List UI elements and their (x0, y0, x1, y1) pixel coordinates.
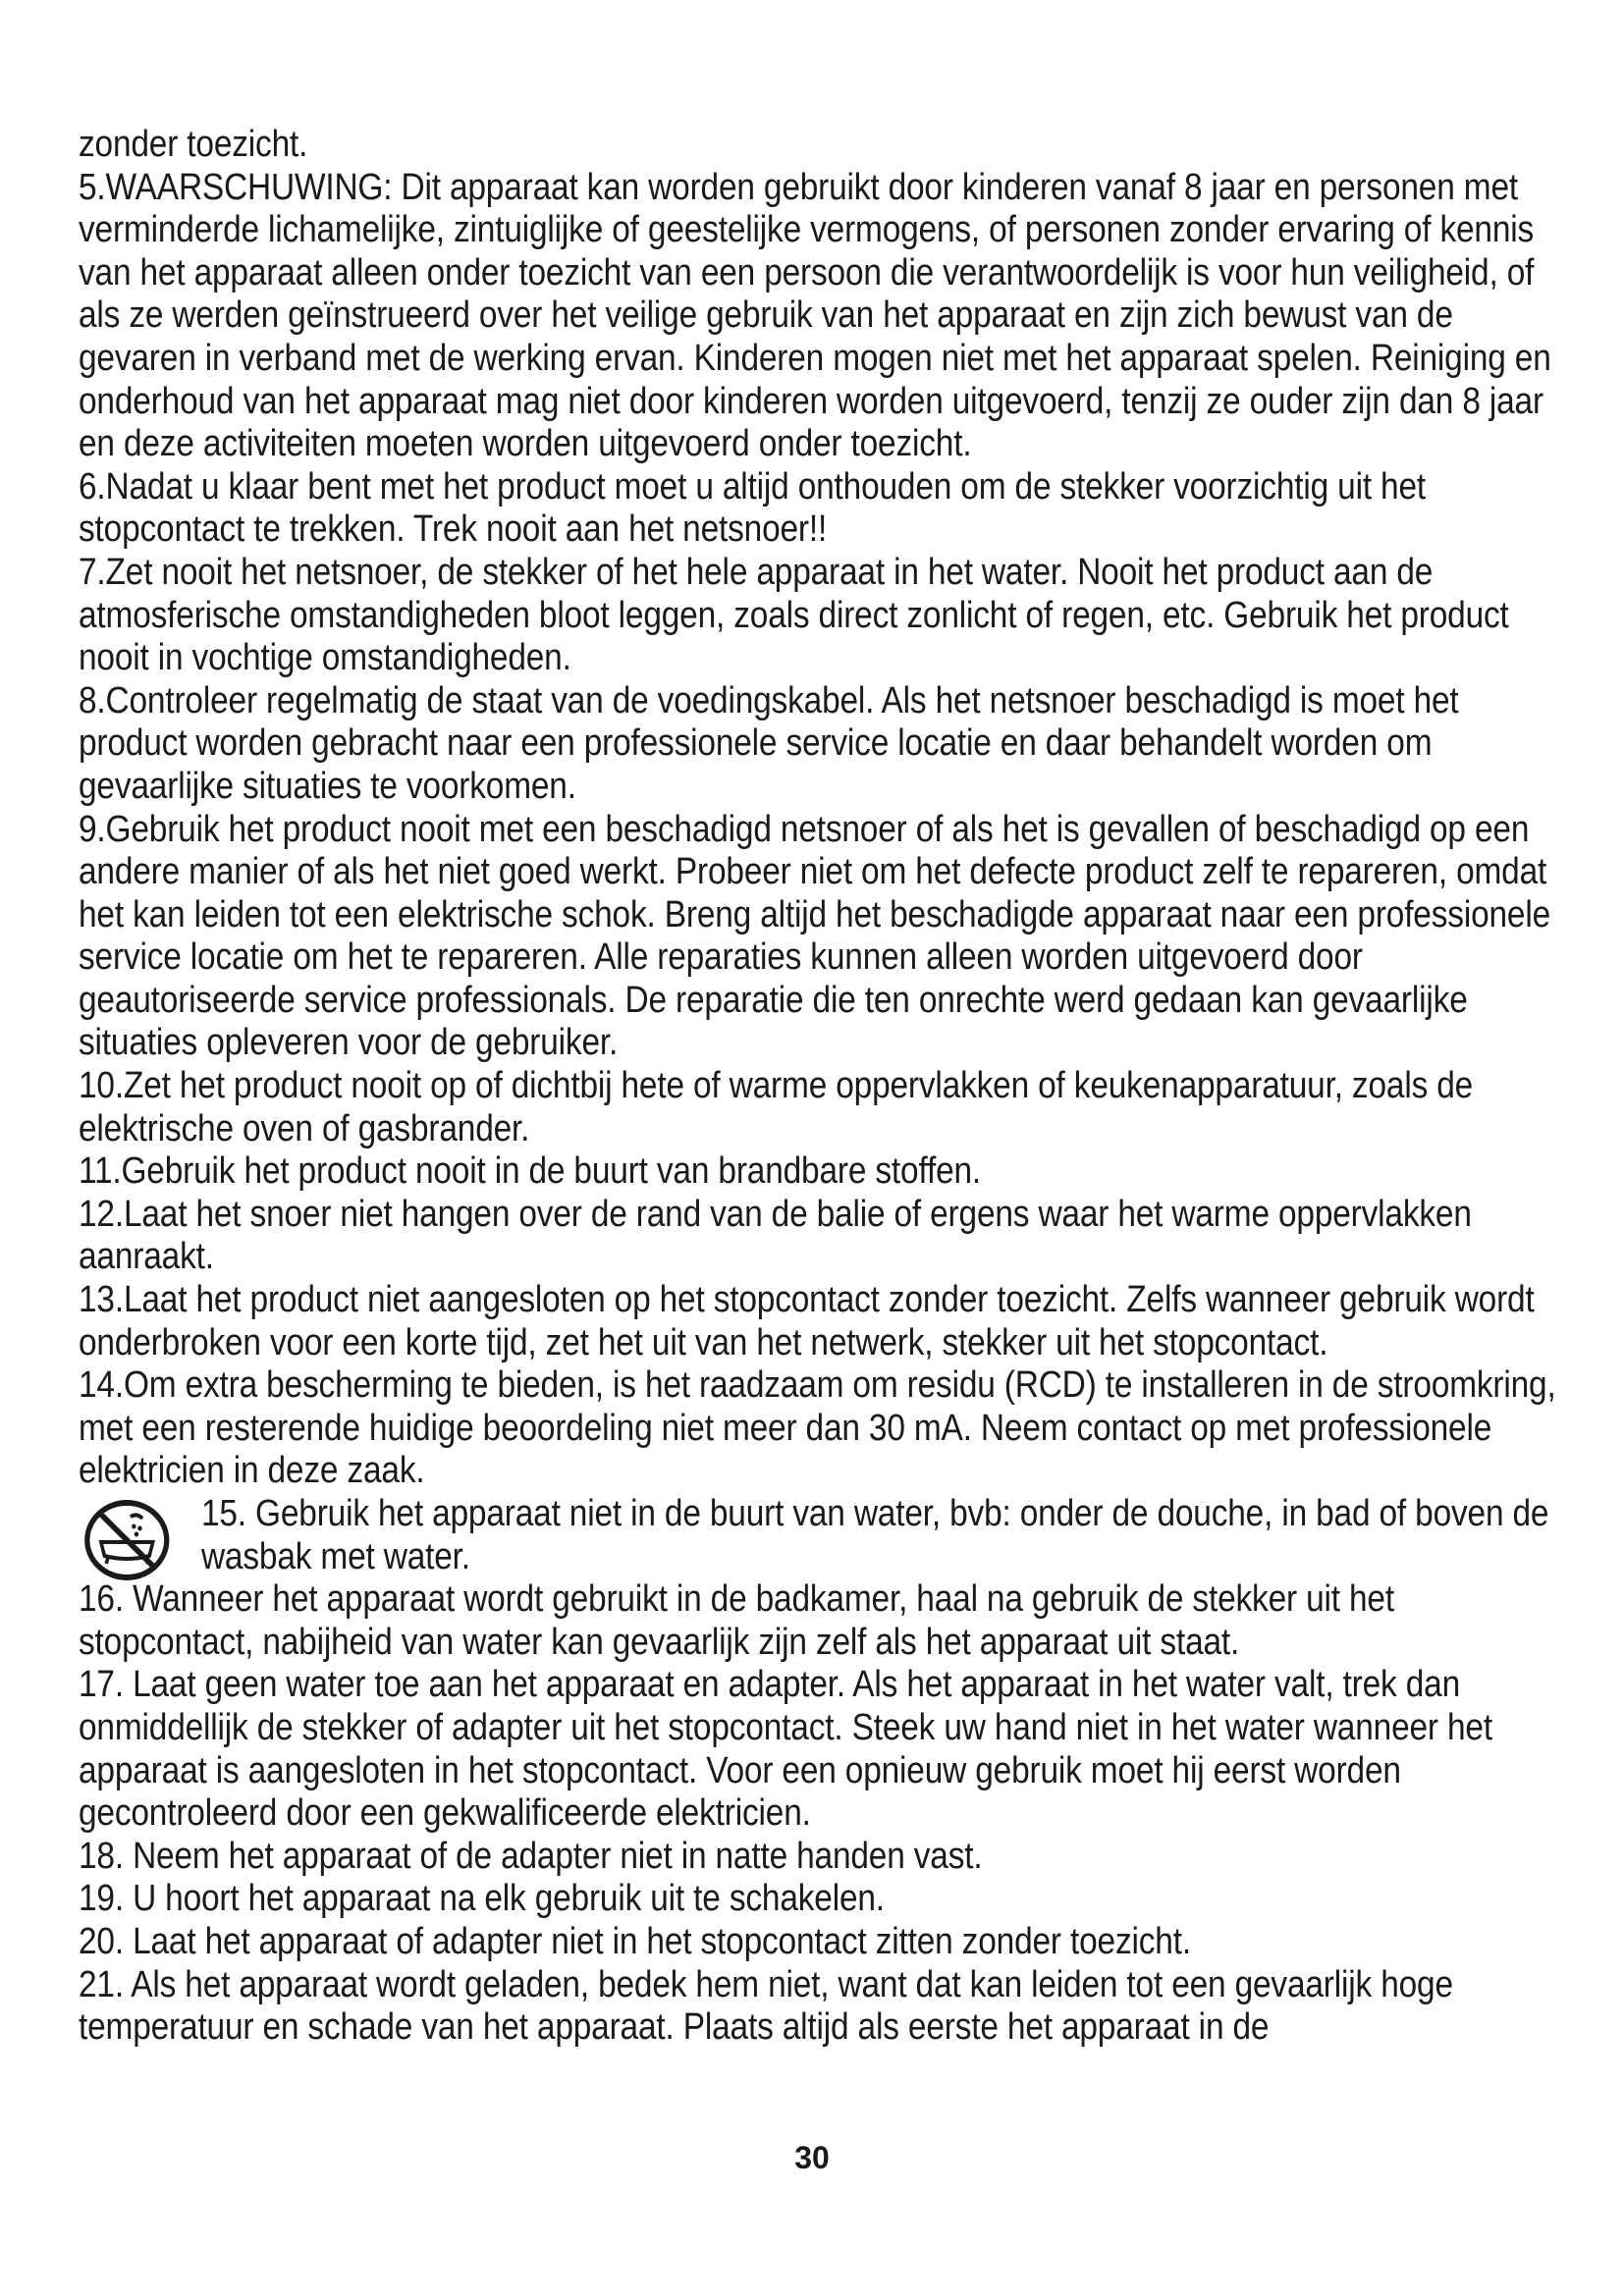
safety-item-15-text: 15. Gebruik het apparaat niet in de buurt van water, bvb: onder de douche, in bad of boven de wasbak met water. (200, 1493, 1549, 1577)
safety-item-17: 17. Laat geen water toe aan het apparaat en adapter. Als het apparaat in het water valt, trek dan onmiddellijk de stekker of adapter uit het stopcontact. Steek uw hand niet in het water wanneer het apparaat is aangesloten in het stopcontact. Voor een opnieuw gebruik moet hij eerst worden gecontroleerd door een gekwalificeerde elektricien. (79, 1664, 1492, 1835)
no-water-bath-icon (82, 1499, 173, 1581)
safety-item-13: 13.Laat het product niet aangesloten op het stopcontact zonder toezicht. Zelfs wanneer gebruik wordt onderbroken voor een korte tijd, zet het uit van het netwerk, stekker uit het stopcontact. (79, 1279, 1535, 1363)
safety-item-15 (79, 1493, 1561, 1578)
safety-item-12: 12.Laat het snoer niet hangen over de rand van de balie of ergens waar het warme oppervlakken aanraakt. (79, 1193, 1472, 1278)
safety-item-7: 7.Zet nooit het netsnoer, de stekker of het hele apparaat in het water. Nooit het product aan de atmosferische omstandigheden bloot leggen, zoals direct zonlicht of regen, etc. Gebruik het product nooit in vochtige omstandigheden. (79, 551, 1509, 679)
paragraph-continuation: zonder toezicht. (79, 124, 308, 165)
safety-item-11: 11.Gebruik het product nooit in de buurt van brandbare stoffen. (79, 1150, 982, 1193)
safety-item-10: 10.Zet het product nooit op of dichtbij hete of warme oppervlakken of keukenapparatuur, zoals de elektrische oven of gasbrander. (79, 1065, 1474, 1149)
safety-item-21: 21. Als het apparaat wordt geladen, bedek hem niet, want dat kan leiden tot een gevaarlijk hoge temperatuur en schade van het apparaat. Plaats altijd als eerste het apparaat in de (79, 1963, 1453, 2049)
body-text (79, 124, 1561, 2050)
safety-item-8: 8.Controleer regelmatig de staat van de voedingskabel. Als het netsnoer beschadigd is moet het product worden gebracht naar een professionele service locatie en daar behandelt worden om gevaarlijke situaties te voorkomen. (79, 679, 1459, 807)
safety-item-16: 16. Wanneer het apparaat wordt gebruikt in de badkamer, haal na gebruik de stekker uit het stopcontact, nabijheid van water kan gevaarlijk zijn zelf als het apparaat uit staat. (79, 1578, 1394, 1663)
safety-item-19: 19. U hoort het apparaat na elk gebruik uit te schakelen. (79, 1878, 885, 1920)
safety-item-6: 6.Nadat u klaar bent met het product moet u altijd onthouden om de stekker voorzichtig uit het stopcontact te trekken. Trek nooit aan het netsnoer!! (79, 465, 1427, 551)
safety-item-14: 14.Om extra bescherming te bieden, is het raadzaam om residu (RCD) te installeren in de stroomkring, met een resterende huidige beoordeling niet meer dan 30 mA. Neem contact op met professionele elektricien in deze zaak. (79, 1364, 1556, 1492)
safety-item-9: 9.Gebruik het product nooit met een beschadigd netsnoer of als het is gevallen of beschadigd op een andere manier of als het niet goed werkt. Probeer niet om het defecte product zelf te repareren, omdat het kan leiden tot een elektrische schok. Breng altijd het beschadigde apparaat naar een professionele service locatie om het te repareren. Alle reparaties kunnen alleen worden uitgevoerd door geautoriseerde service professionals. De reparatie die ten onrechte werd gedaan kan gevaarlijke situaties opleveren voor de gebruiker. (79, 808, 1551, 1064)
safety-item-18: 18. Neem het apparaat of de adapter niet in natte handen vast. (79, 1835, 983, 1877)
safety-item-5: 5.WAARSCHUWING: Dit apparaat kan worden gebruikt door kinderen vanaf 8 jaar en personen met verminderde lichamelijke, zintuiglijke of geestelijke vermogens, of personen zonder ervaring of kennis van het apparaat alleen onder toezicht van een persoon die verantwoordelijk is voor hun veiligheid, of als ze werden geïnstrueerd over het veilige gebruik van het apparaat en zijn zich bewust van de gevaren in verband met de werking ervan. Kinderen mogen niet met het apparaat spelen. Reiniging en onderhoud van het apparaat mag niet door kinderen worden uitgevoerd, tenzij ze ouder zijn dan 8 jaar en deze activiteiten moeten worden uitgevoerd onder toezicht. (79, 166, 1551, 465)
page-number: 30 (794, 2140, 830, 2175)
safety-item-20: 20. Laat het apparaat of adapter niet in het stopcontact zitten zonder toezicht. (79, 1920, 1191, 1962)
